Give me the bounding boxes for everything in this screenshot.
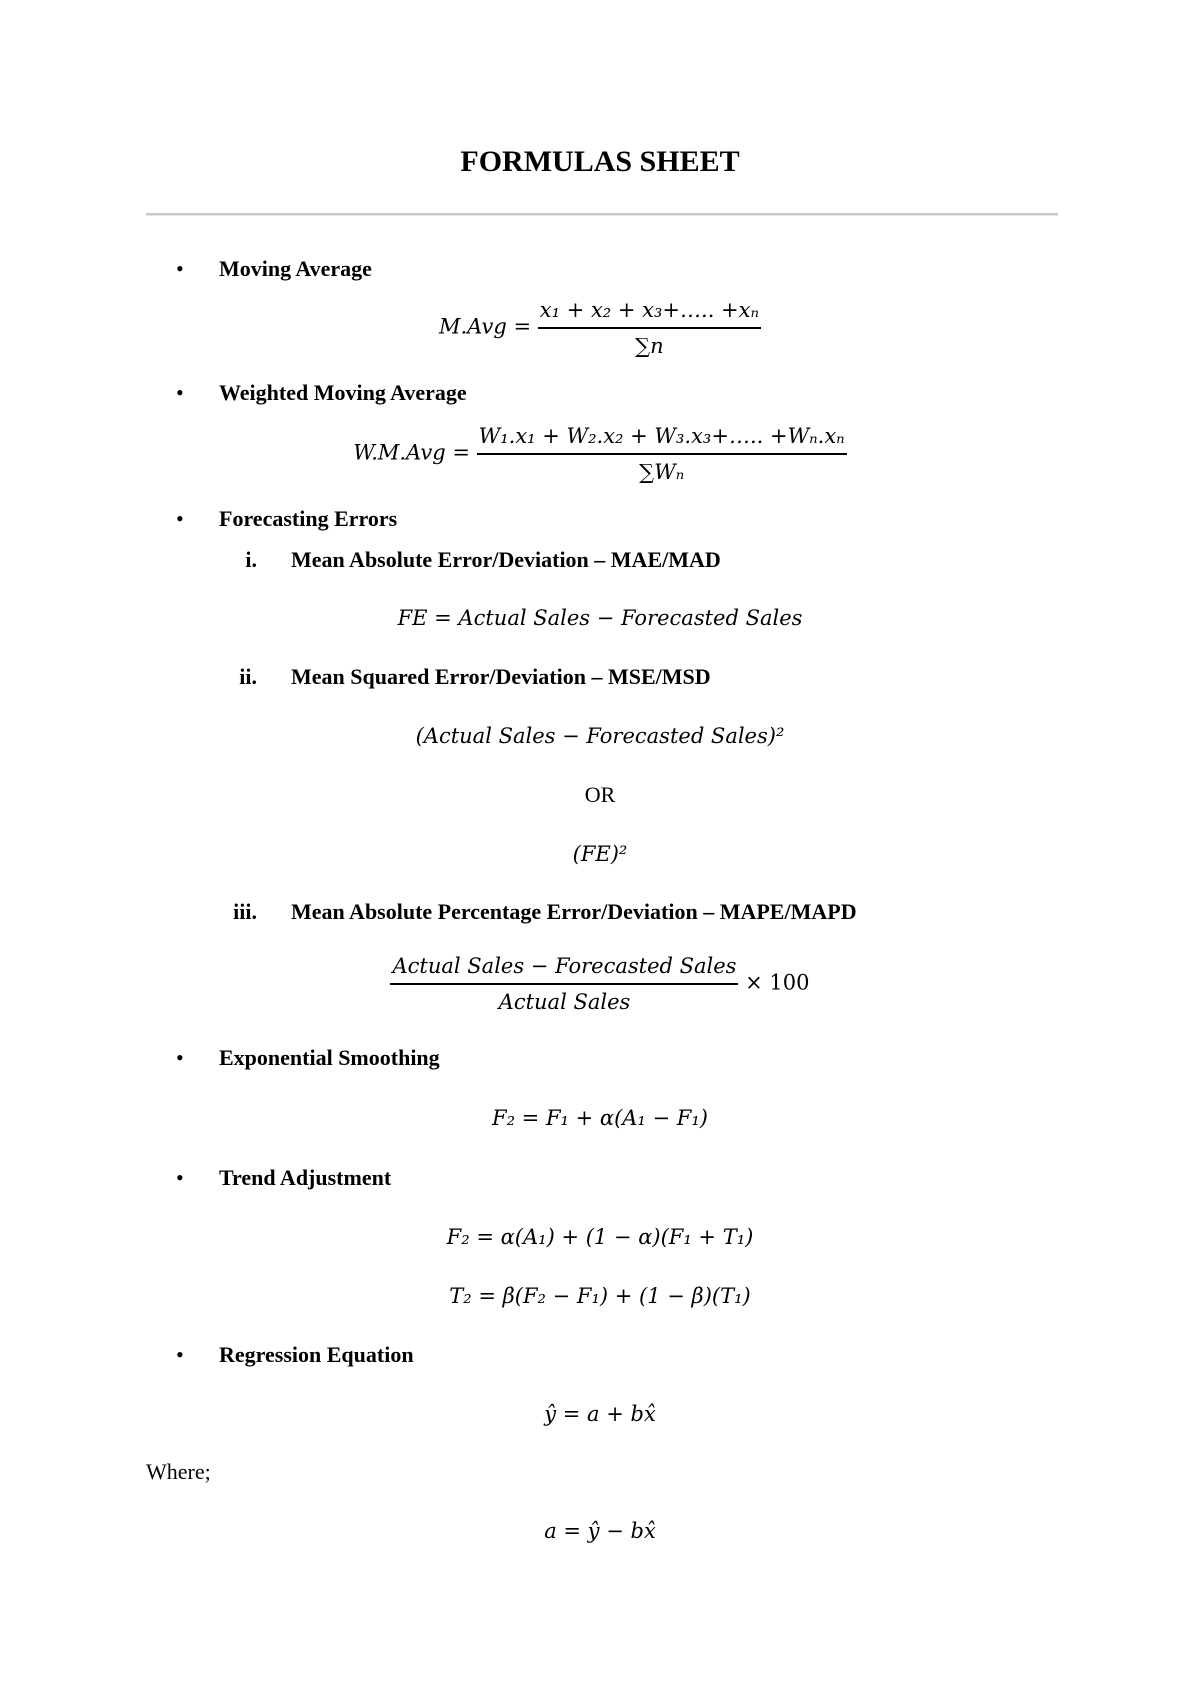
bullet-icon: • [176, 506, 184, 531]
numeral-i: i. [245, 547, 257, 572]
moving-average-numerator: x₁ + x₂ + x₃+….. +xₙ [538, 296, 761, 329]
page-title: FORMULAS SHEET [460, 145, 740, 178]
weighted-moving-average-fraction [477, 422, 847, 486]
heading-moving-average: Moving Average [219, 256, 372, 281]
bullet-icon: • [176, 256, 184, 281]
subheading-mae-mad: Mean Absolute Error/Deviation – MAE/MAD [291, 547, 721, 572]
heading-trend-adjustment: Trend Adjustment [219, 1165, 392, 1190]
equation-fe-squared: (FE)² [572, 842, 628, 866]
mape-numerator: Actual Sales − Forecasted Sales [390, 952, 738, 985]
where-text: Where; [146, 1459, 211, 1484]
mape-denominator: Actual Sales [498, 990, 631, 1014]
subheading-mape-mapd: Mean Absolute Percentage Error/Deviation – MAPE/MAPD [291, 899, 857, 924]
equation-trend: T₂ = β(F₂ − F₁) + (1 − β)(T₁) [449, 1284, 751, 1308]
equation-intercept: a = ŷ − bx̂ [544, 1519, 656, 1543]
moving-average-lhs: M.Avg = [438, 314, 532, 339]
equation-mse: (Actual Sales − Forecasted Sales)² [415, 724, 785, 748]
equation-moving-average [0, 296, 1200, 360]
bullet-icon: • [176, 1165, 184, 1190]
bullet-icon: • [176, 1342, 184, 1367]
mape-fraction [390, 952, 738, 1016]
heading-exponential-smoothing: Exponential Smoothing [219, 1045, 440, 1070]
weighted-moving-average-denominator: ∑Wₙ [639, 460, 685, 484]
mape-tail: × 100 [745, 970, 810, 995]
bullet-icon: • [176, 380, 184, 405]
equation-regression: ŷ = a + bx̂ [544, 1402, 656, 1426]
moving-average-denominator: ∑n [635, 334, 664, 358]
heading-regression-equation: Regression Equation [219, 1342, 414, 1367]
numeral-ii: ii. [239, 664, 257, 689]
equation-trend-forecast: F₂ = α(A₁) + (1 − α)(F₁ + T₁) [446, 1225, 754, 1249]
subheading-mse-msd: Mean Squared Error/Deviation – MSE/MSD [291, 664, 711, 689]
title-divider [146, 213, 1058, 216]
equation-exponential-smoothing: F₂ = F₁ + α(A₁ − F₁) [492, 1106, 708, 1130]
weighted-moving-average-numerator: W₁.x₁ + W₂.x₂ + W₃.x₃+….. +Wₙ.xₙ [477, 422, 847, 455]
equation-weighted-moving-average [0, 422, 1200, 486]
moving-average-fraction [538, 296, 761, 360]
equation-forecast-error: FE = Actual Sales − Forecasted Sales [397, 606, 803, 630]
weighted-moving-average-lhs: W.M.Avg = [353, 440, 470, 465]
heading-forecasting-errors: Forecasting Errors [219, 506, 398, 531]
bullet-icon: • [176, 1045, 184, 1070]
heading-weighted-moving-average: Weighted Moving Average [219, 380, 467, 405]
equation-mape [0, 952, 1200, 1016]
or-text: OR [584, 782, 616, 807]
numeral-iii: iii. [233, 899, 257, 924]
